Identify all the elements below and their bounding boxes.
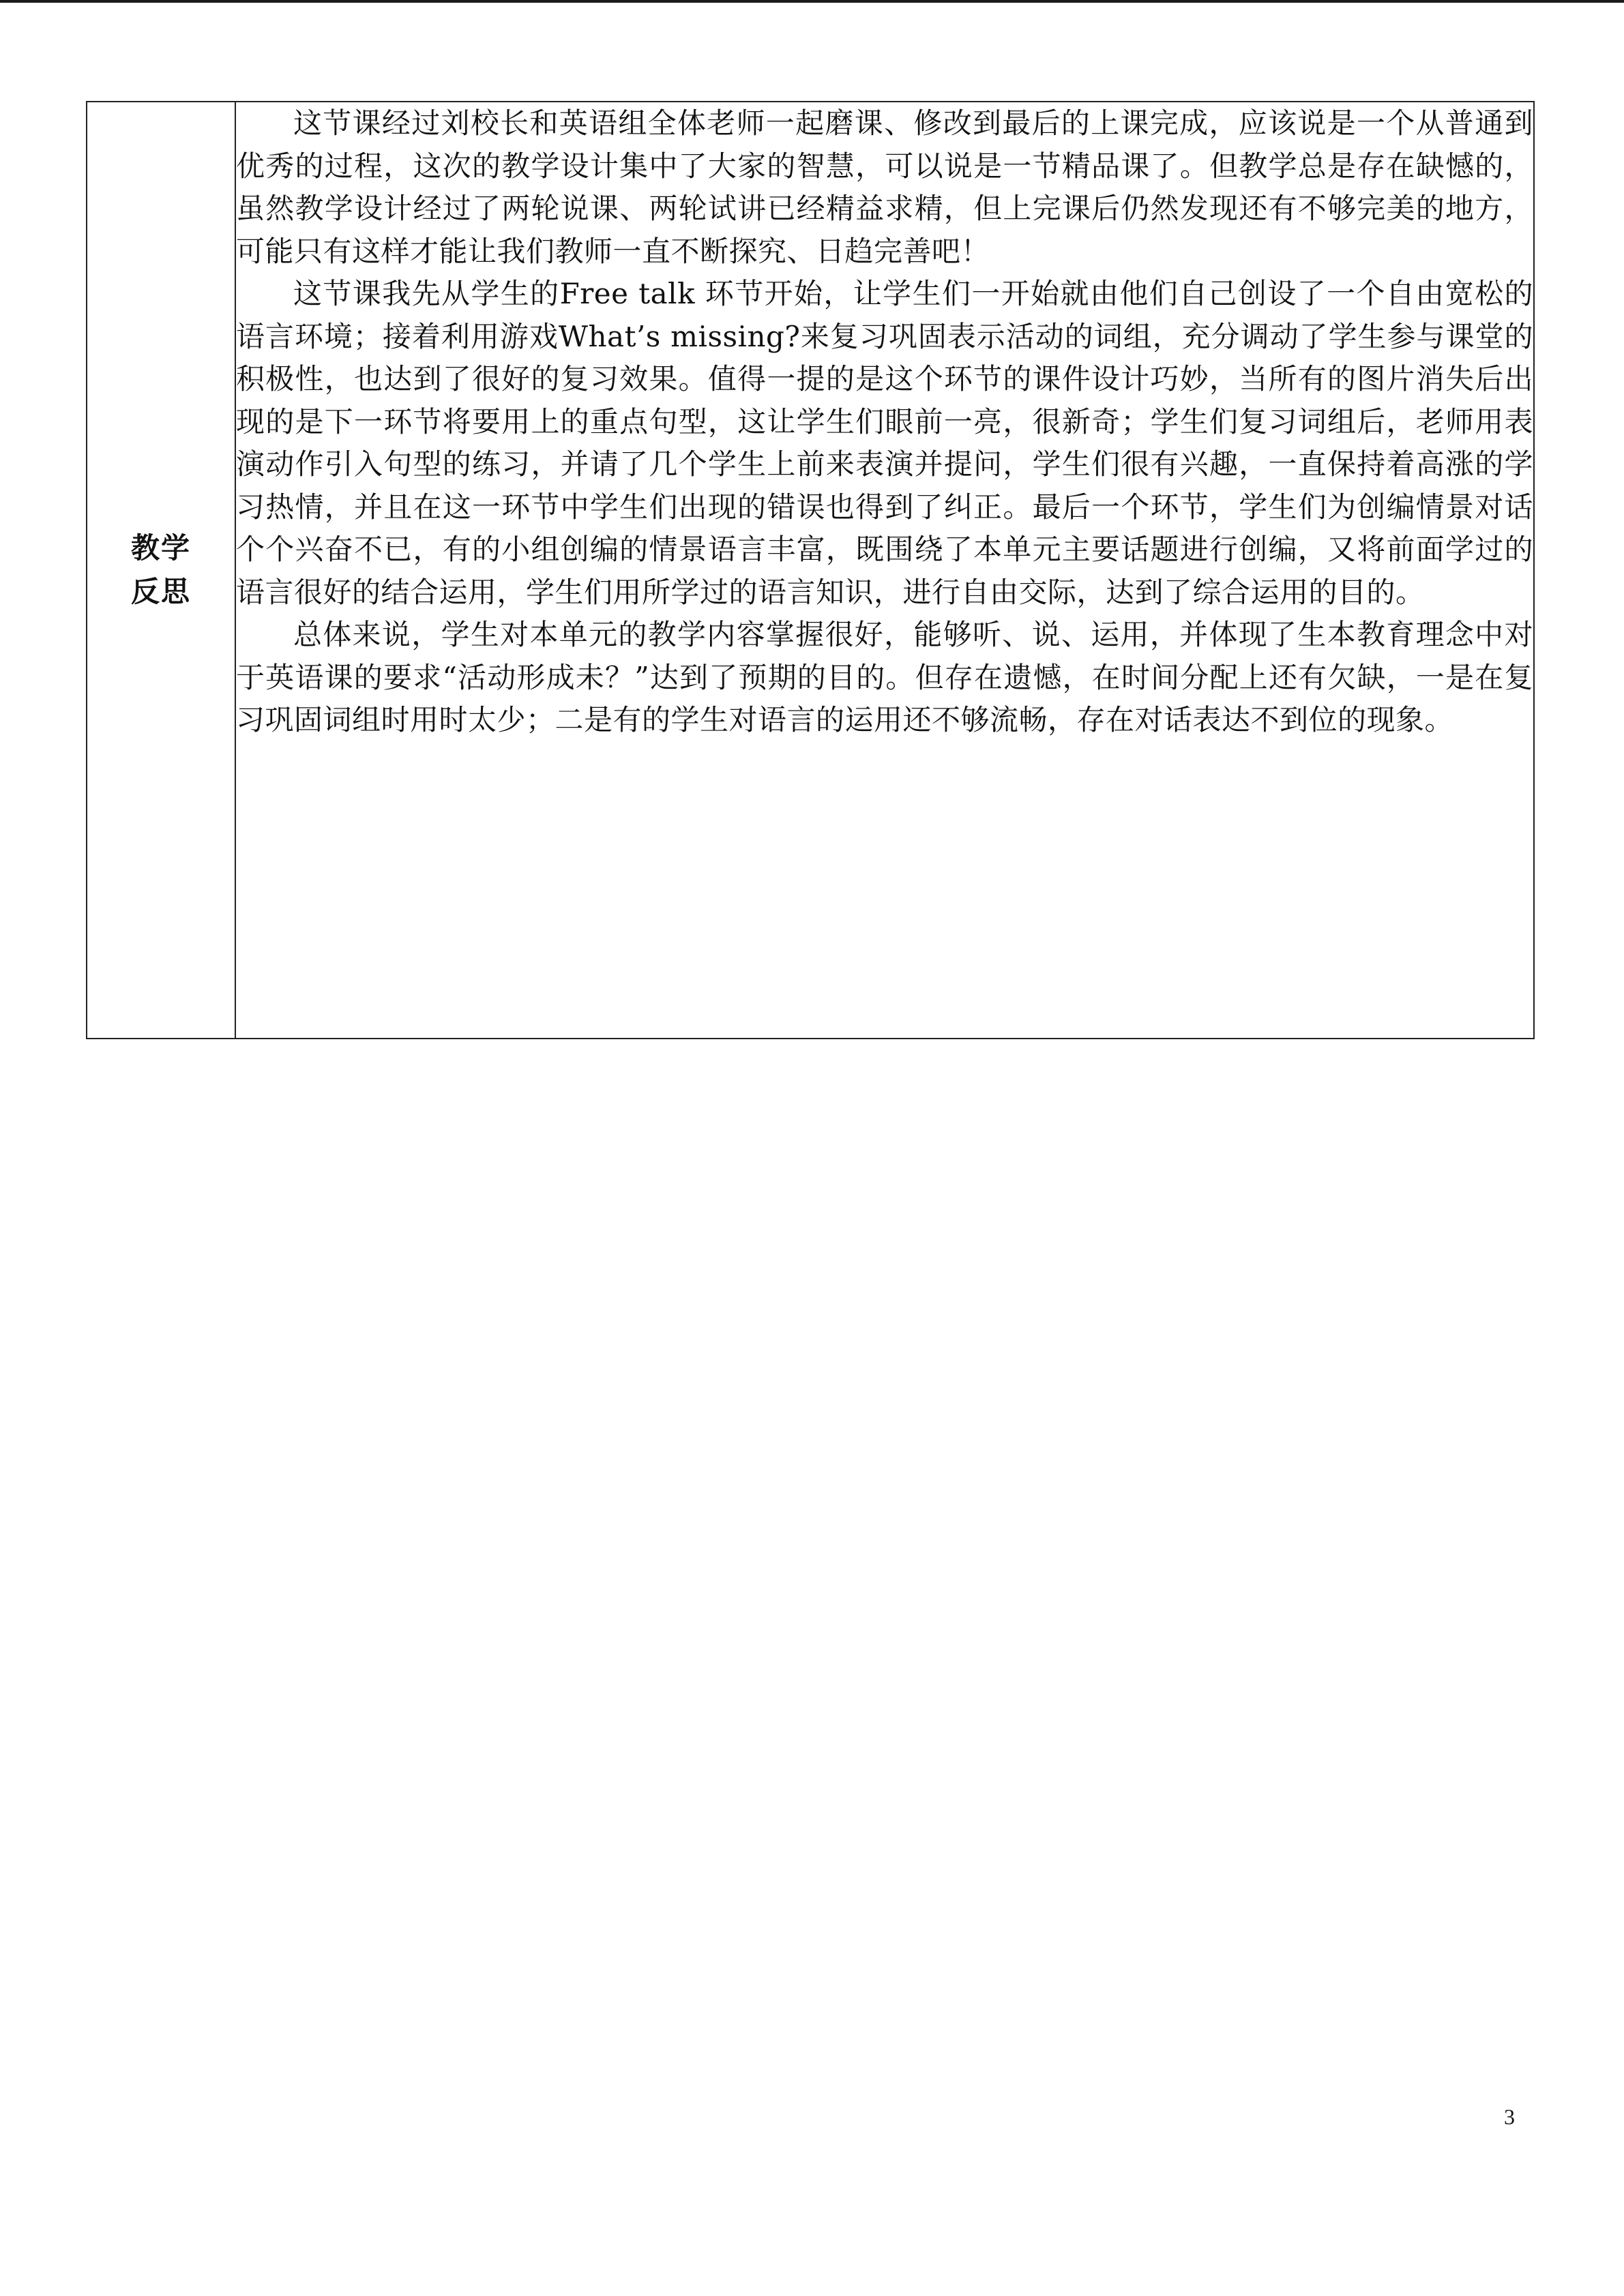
reflection-paragraph-2: 这节课我先从学生的Free talk 环节开始，让学生们一开始就由他们自己创设了一个自由宽松的语言环境；接着利用游戏What’s missing?来复习巩固表示活动的词组，充分调动了学生参与课堂的积极性，也达到了很好的复习效果。值得一提的是这个环节的课件设计巧妙，当所有的图片消失后出现的是下一环节将要用上的重点句型，这让学生们眼前一亮，很新奇；学生们复习词组后，老师用表演动作引入句型的练习，并请了几个学生上前来表演并提问，学生们很有兴趣，一直保持着高涨的学习热情，并且在这一环节中学生们出现的错误也得到了纠正。最后一个环节，学生们为创编情景对话个个兴奋不已，有的小组创编的情景语言丰富，既围绕了本单元主要话题进行创编，又将前面学过的语言很好的结合运用，学生们用所学过的语言知识，进行自由交际，达到了综合运用的目的。 [236, 277, 1533, 609]
reflection-paragraph-1: 这节课经过刘校长和英语组全体老师一起磨课、修改到最后的上课完成，应该说是一个从普通到优秀的过程，这次的教学设计集中了大家的智慧，可以说是一节精品课了。但教学总是存在缺憾的，虽然教学设计经过了两轮说课、两轮试讲已经精益求精，但上完课后仍然发现还有不够完美的地方，可能只有这样才能让我们教师一直不断探究、日趋完善吧！ [236, 106, 1533, 268]
reflection-paragraph-3: 总体来说，学生对本单元的教学内容掌握很好，能够听、说、运用，并体现了生本教育理念中对于英语课的要求“活动形成未？”达到了预期的目的。但存在遗憾，在时间分配上还有欠缺，一是在复习巩固词组时用时太少；二是有的学生对语言的运用还不够流畅，存在对话表达不到位的现象。 [236, 618, 1533, 736]
page-number: 3 [1504, 2104, 1515, 2129]
reflection-content-cell [235, 102, 1534, 1039]
table-row [87, 102, 1534, 1039]
row-label-cell [87, 102, 235, 1039]
reflection-table [86, 101, 1535, 1039]
row-label: 教学 反思 [130, 531, 191, 608]
